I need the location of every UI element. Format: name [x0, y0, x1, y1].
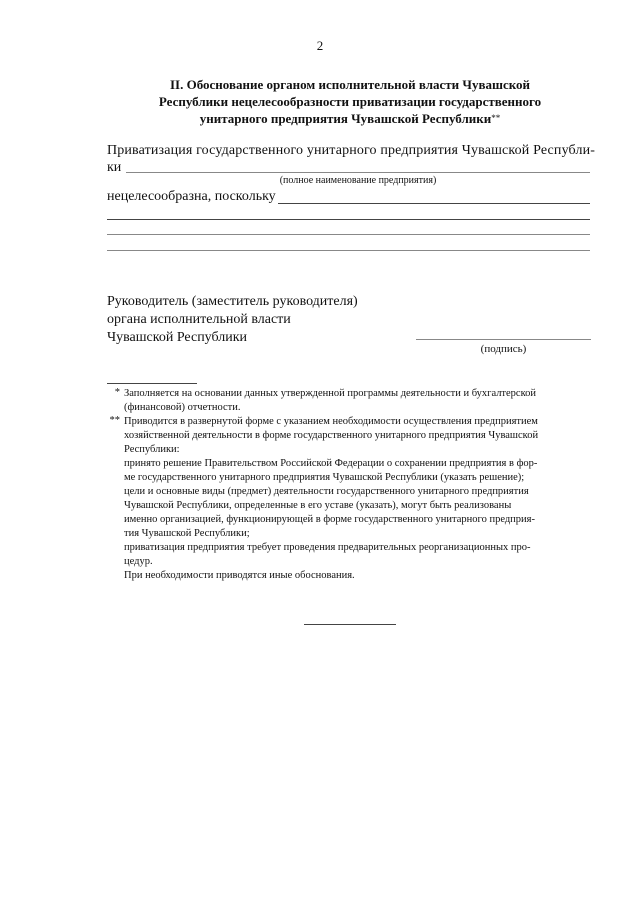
- section-title: [100, 76, 600, 127]
- footnote-2: [124, 415, 596, 583]
- footnote-2-line-1: Приводится в развернутой форме с указанием необходимости осуществления предприятием: [124, 416, 538, 427]
- footnotes-separator: [107, 383, 197, 384]
- page-number: 2: [316, 38, 324, 53]
- form-paragraph-1: Приватизация государственного унитарного предприятия Чувашской Республи-: [107, 143, 596, 158]
- signature-field[interactable]: [416, 339, 591, 340]
- title-line-1: II. Обоснование органом исполнительной власти Чувашской: [169, 77, 531, 92]
- title-footnote-mark: **: [491, 113, 501, 123]
- reason-field-line-3[interactable]: [107, 234, 590, 235]
- signature-hint: (подпись): [480, 343, 527, 355]
- title-line-3: [100, 110, 600, 127]
- footnote-2-line-11: цедур.: [124, 556, 153, 567]
- closing-separator: [304, 624, 396, 625]
- reason-field-line-2[interactable]: [107, 219, 590, 220]
- enterprise-name-field[interactable]: [126, 172, 590, 173]
- footnote-2-line-10: приватизация предприятия требует проведения предварительных реорганизационных про-: [124, 542, 531, 553]
- form-paragraph-2: нецелесообразна, поскольку: [107, 189, 276, 204]
- reason-field-line-4[interactable]: [107, 250, 590, 251]
- footnote-2-line-7: Чувашской Республики, определенные в его уставе (указать), могут быть реализованы: [124, 500, 512, 511]
- footnote-2-line-2: хозяйственной деятельности в форме государственного унитарного предприятия Чувашской: [124, 430, 539, 441]
- footnote-1-line-1: Заполняется на основании данных утвержденной программы деятельности и бухгалтерской: [124, 388, 537, 399]
- footnote-2-line-6: цели и основные виды (предмет) деятельности государственного унитарного предприятия: [124, 486, 529, 497]
- reason-field-line-1[interactable]: [278, 203, 590, 204]
- title-line-2: Республики нецелесообразности приватизации государственного: [158, 94, 542, 109]
- enterprise-name-hint: (полное наименование предприятия): [279, 175, 437, 186]
- signatory-line-1: Руководитель (заместитель руководителя): [107, 294, 358, 309]
- footnote-2-mark: **: [109, 415, 120, 426]
- footnote-1-line-2: (финансовой) отчетности.: [124, 402, 241, 413]
- title-line-3-text: унитарного предприятия Чувашской Республики: [199, 111, 492, 126]
- footnote-2-line-4: принято решение Правительством Российской Федерации о сохранении предприятия в фор-: [124, 458, 538, 469]
- footnote-1: [124, 387, 596, 415]
- footnote-2-line-3: Республики:: [124, 444, 180, 455]
- signatory-block: [107, 293, 358, 347]
- footnote-2-line-8: именно организацией, функционирующей в форме государственного унитарного предприя-: [124, 514, 535, 525]
- signatory-line-3: Чувашской Республики: [107, 330, 248, 345]
- signatory-line-2: органа исполнительной власти: [107, 312, 291, 327]
- form-paragraph-1-end: ки: [107, 160, 122, 175]
- footnote-2-line-5: ме государственного унитарного предприятия Чувашской Республики (указать решение);: [124, 472, 525, 483]
- footnote-2-line-12: При необходимости приводятся иные обоснования.: [124, 570, 355, 581]
- footnote-2-line-9: тия Чувашской Республики;: [124, 528, 250, 539]
- footnote-1-mark: *: [114, 387, 120, 398]
